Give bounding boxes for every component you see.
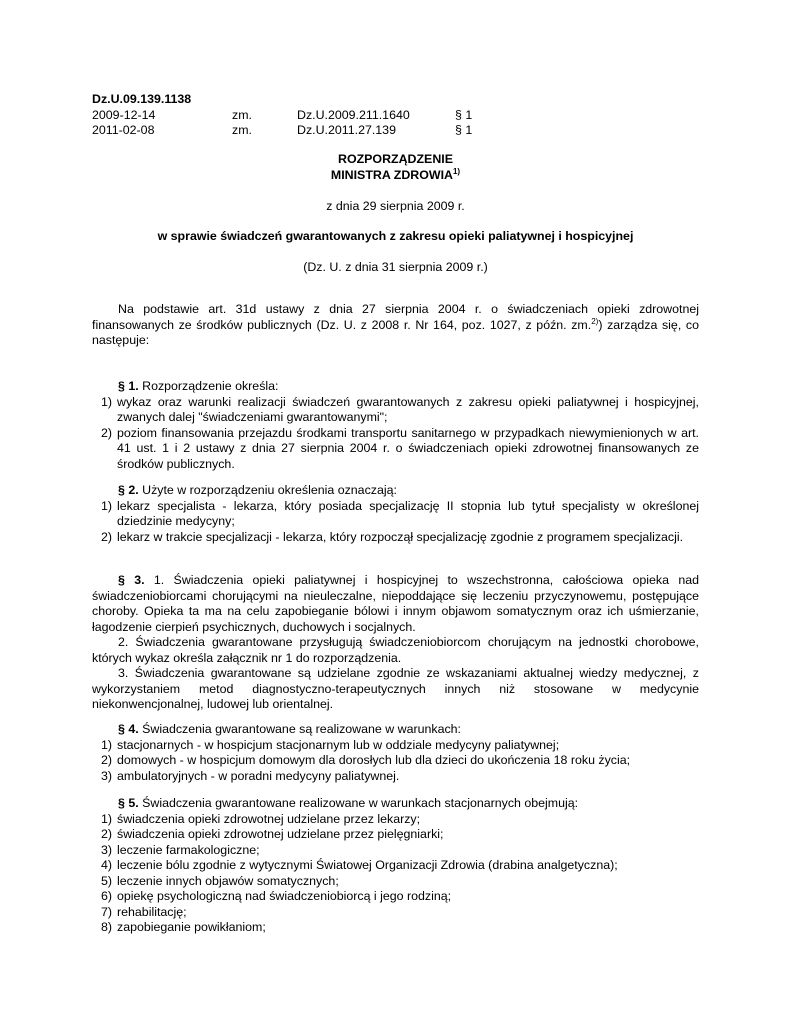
list-item — [92, 395, 699, 426]
preamble-text-a: Na podstawie art. 31d ustawy z dnia 27 sierpnia 2004 r. o świadczeniach opieki zdrowotnej finansowanych ze środków publicznych (Dz. U. z 2008 r. Nr 164, poz. 1027, z późn. zm. — [92, 302, 699, 332]
item-text: lekarz specjalista - lekarza, który posiada specjalizację II stopnia lub tytuł specjalisty w określonej dziedzinie medycyny; — [117, 498, 699, 528]
amendment-type: zm. — [232, 107, 252, 122]
amendment-date: 2011-02-08 — [92, 123, 155, 137]
section-paragraph: 3. Świadczenia gwarantowane są udzielane zgodnie ze wskazaniami aktualnej wiedzy medycznej, z wykorzystaniem metod diagnostyczno-terapeutycznych innych niż stosowane w medycynie niekonwencjonalnej, ludowej lub orientalnej. — [92, 666, 699, 711]
item-number: 1) — [100, 498, 112, 513]
item-number: 6) — [100, 889, 112, 903]
document-header — [92, 92, 473, 139]
item-number: 3) — [100, 842, 112, 857]
section-label: § 2. — [118, 483, 139, 497]
item-text: świadczenia opieki zdrowotnej udzielane przez pielęgniarki; — [117, 827, 444, 841]
document-date: z dnia 29 sierpnia 2009 r. — [326, 199, 465, 213]
amendment-row — [92, 123, 473, 139]
list-item — [92, 499, 699, 530]
section-intro — [92, 722, 699, 738]
journal-code: Dz.U.09.139.1138 — [92, 92, 192, 106]
list-item — [92, 738, 699, 754]
section-2 — [92, 483, 699, 545]
section-intro — [92, 483, 699, 499]
item-number: 1) — [100, 394, 112, 409]
section-label: § 4. — [118, 722, 139, 736]
amendment-ref: Dz.U.2011.27.139 — [297, 123, 396, 137]
amendment-date: 2009-12-14 — [92, 107, 156, 122]
item-text: ambulatoryjnych - w poradni medycyny paliatywnej. — [117, 768, 400, 783]
item-text: zapobieganie powikłaniom; — [117, 920, 266, 934]
title-line-2 — [92, 168, 699, 184]
list-item — [92, 858, 699, 874]
list-item — [92, 812, 699, 828]
list-item — [92, 769, 699, 785]
section-5 — [92, 796, 699, 936]
item-number: 4) — [100, 858, 112, 872]
section-list — [92, 395, 699, 473]
footnote-ref: 1) — [452, 166, 461, 176]
section-list — [92, 738, 699, 785]
item-number: 8) — [100, 920, 112, 934]
list-item — [92, 530, 699, 546]
item-text: opiekę psychologiczną nad świadczeniobiorcą i jego rodziną; — [117, 889, 452, 903]
list-item — [92, 426, 699, 473]
amendment-type: zm. — [232, 123, 252, 137]
item-text: domowych - w hospicjum domowym dla dorosłych lub dla dzieci do ukończenia 18 roku życia; — [117, 753, 631, 767]
section-intro — [92, 379, 699, 395]
item-number: 2) — [100, 529, 112, 544]
section-paragraph: 2. Świadczenia gwarantowane przysługują świadczeniobiorcom chorującym na jednostki chorobowe, których wykaz określa załącznik nr 1 do rozporządzenia. — [92, 635, 699, 665]
amendment-row — [92, 107, 473, 124]
item-text: rehabilitację; — [117, 904, 187, 919]
preamble — [92, 302, 699, 349]
list-item — [92, 889, 699, 905]
amendment-ref: Dz.U.2009.211.1640 — [297, 107, 410, 122]
item-text: wykaz oraz warunki realizacji świadczeń gwarantowanych z zakresu opieki paliatywnej i hospicyjnej, zwanych dalej "świadczeniami gwarantowanymi"; — [117, 394, 699, 424]
item-text: lekarz w trakcie specjalizacji - lekarza, który rozpoczął specjalizację zgodnie z programem specjalizacji. — [117, 529, 684, 544]
list-item — [92, 920, 699, 936]
item-text: leczenie farmakologiczne; — [117, 842, 260, 857]
item-number: 3) — [100, 768, 112, 783]
item-text: poziom finansowania przejazdu środkami transportu sanitarnego w przypadkach niewymienionych w art. 41 ust. 1 i 2 ustawy z dnia 27 sierpnia 2004 r. o świadczeniach opieki zdrowotnej finansowanych ze środków publicznych. — [117, 425, 699, 471]
section-intro-text: Rozporządzenie określa: — [138, 379, 279, 393]
section-paragraph — [92, 573, 699, 635]
preamble-paragraph — [92, 302, 699, 349]
title-line-2-text: MINISTRA ZDROWIA — [330, 168, 453, 182]
item-number: 2) — [100, 425, 112, 440]
section-intro-text: Świadczenia gwarantowane są realizowane w warunkach: — [138, 722, 462, 736]
publication-info: (Dz. U. z dnia 31 sierpnia 2009 r.) — [303, 260, 488, 274]
section-4 — [92, 722, 699, 784]
section-intro — [92, 796, 699, 812]
section-label: § 3. — [118, 573, 145, 587]
list-item — [92, 905, 699, 921]
section-label: § 1. — [118, 379, 139, 393]
section-list — [92, 499, 699, 546]
section-3 — [92, 573, 699, 713]
document-subject: w sprawie świadczeń gwarantowanych z zakresu opieki paliatywnej i hospicyjnej — [157, 229, 634, 243]
amendment-par: § 1 — [455, 107, 473, 122]
title-line-1: ROZPORZĄDZENIE — [338, 152, 453, 166]
item-number: 1) — [100, 811, 112, 826]
item-number: 5) — [100, 873, 112, 888]
item-text: świadczenia opieki zdrowotnej udzielane przez lekarzy; — [117, 811, 421, 826]
section-1 — [92, 379, 699, 472]
list-item — [92, 843, 699, 859]
paragraph-text: 1. Świadczenia opieki paliatywnej i hospicyjnej to wszechstronna, całościowa opieka nad świadczeniobiorcami chorującymi na nieuleczalne, niepoddające się leczeniu przyczynowemu, postępujące choroby. Opieka ta ma na celu zapobieganie bólowi i innym objawom somatycznym oraz ich uśmierzanie, łagodzenie cierpień psychicznych, duchowych i socjalnych. — [92, 573, 700, 634]
item-number: 7) — [100, 904, 112, 919]
footnote-ref: 2) — [591, 316, 599, 326]
list-item — [92, 874, 699, 890]
item-number: 2) — [100, 827, 112, 841]
list-item — [92, 753, 699, 769]
item-number: 2) — [100, 753, 112, 767]
preamble-text-b: ) zarządza się, co następuje: — [92, 317, 699, 347]
list-item — [92, 827, 699, 843]
item-text: stacjonarnych - w hospicjum stacjonarnym lub w oddziale medycyny paliatywnej; — [117, 737, 560, 752]
item-text: leczenie bólu zgodnie z wytycznymi Światowej Organizacji Zdrowia (drabina analgetyczna); — [117, 858, 618, 872]
section-label: § 5. — [118, 796, 139, 810]
section-intro-text: Użyte w rozporządzeniu określenia oznaczają: — [138, 483, 397, 497]
amendment-par: § 1 — [455, 123, 473, 137]
item-text: leczenie innych objawów somatycznych; — [117, 873, 339, 888]
section-list — [92, 812, 699, 936]
item-number: 1) — [100, 737, 112, 752]
section-intro-text: Świadczenia gwarantowane realizowane w warunkach stacjonarnych obejmują: — [138, 796, 579, 810]
